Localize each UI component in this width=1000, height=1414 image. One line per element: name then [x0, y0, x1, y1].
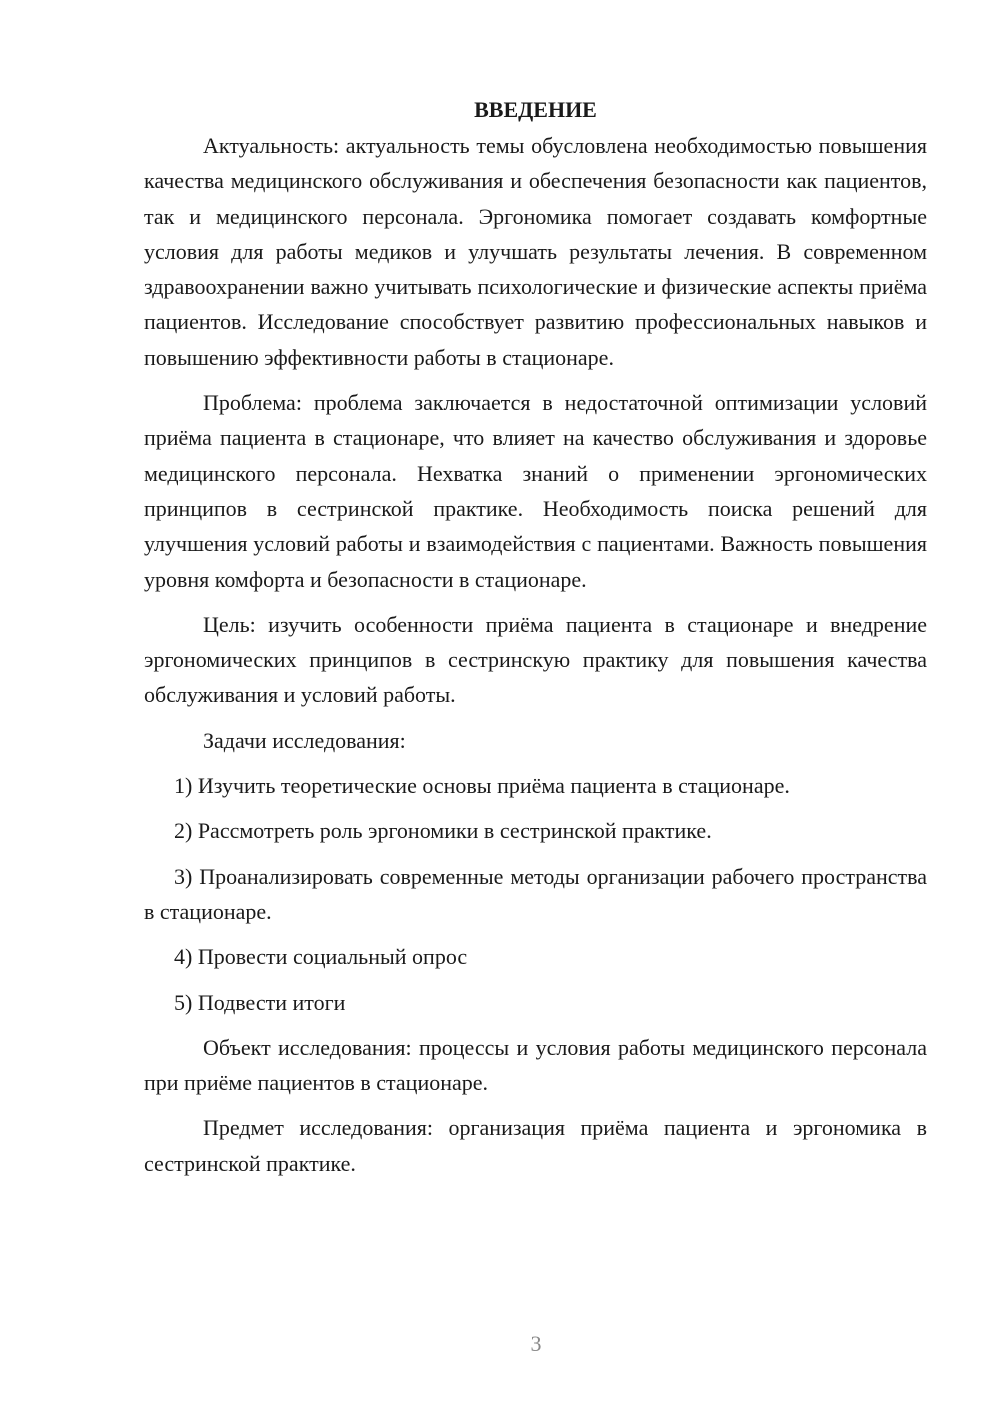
task-item-2: 2) Рассмотреть роль эргономики в сестринской практике. [174, 818, 712, 844]
page-content [144, 92, 927, 1191]
subject-paragraph: Предмет исследования: организация приёма пациента и эргономика в сестринской практике. [144, 1115, 927, 1176]
problem-paragraph: Проблема: проблема заключается в недостаточной оптимизации условий приёма пациента в стационаре, что влияет на качество обслуживания и здоровье медицинского персонала. Нехватка знаний о применении эргономических принципов в сестринской практике. Необходимость поиска решений для улучшения условий работы и взаимодействия с пациентами. Важность повышения уровня комфорта и безопасности в стационаре. [144, 390, 927, 592]
goal-paragraph: Цель: изучить особенности приёма пациента в стационаре и внедрение эргономических принципов в сестринскую практику для повышения качества обслуживания и условий работы. [144, 611, 927, 708]
task-item-3: 3) Проанализировать современные методы организации рабочего пространства в стационаре. [144, 863, 927, 924]
object-paragraph: Объект исследования: процессы и условия работы медицинского персонала при приёме пациентов в стационаре. [144, 1034, 927, 1096]
task-item-4: 4) Провести социальный опрос [174, 944, 468, 970]
relevance-paragraph: Актуальность: актуальность темы обусловлена необходимостью повышения качества медицинского обслуживания и обеспечения безопасности как пациентов, так и медицинского персонала. Эргономика помогает создавать комфортные условия для работы медиков и улучшать результаты лечения. В современном здравоохранении важно учитывать психологические и физические аспекты приёма пациентов. Исследование способствует развитию профессиональных навыков и повышению эффективности работы в стационаре. [144, 133, 927, 370]
tasks-heading: Задачи исследования: [203, 727, 406, 753]
page-number: 3 [530, 1331, 542, 1356]
task-item-5: 5) Подвести итоги [174, 989, 346, 1015]
tasks-list [144, 768, 927, 1020]
task-item-1: 1) Изучить теоретические основы приёма пациента в стационаре. [174, 773, 790, 799]
section-title: ВВЕДЕНИЕ [474, 97, 597, 122]
